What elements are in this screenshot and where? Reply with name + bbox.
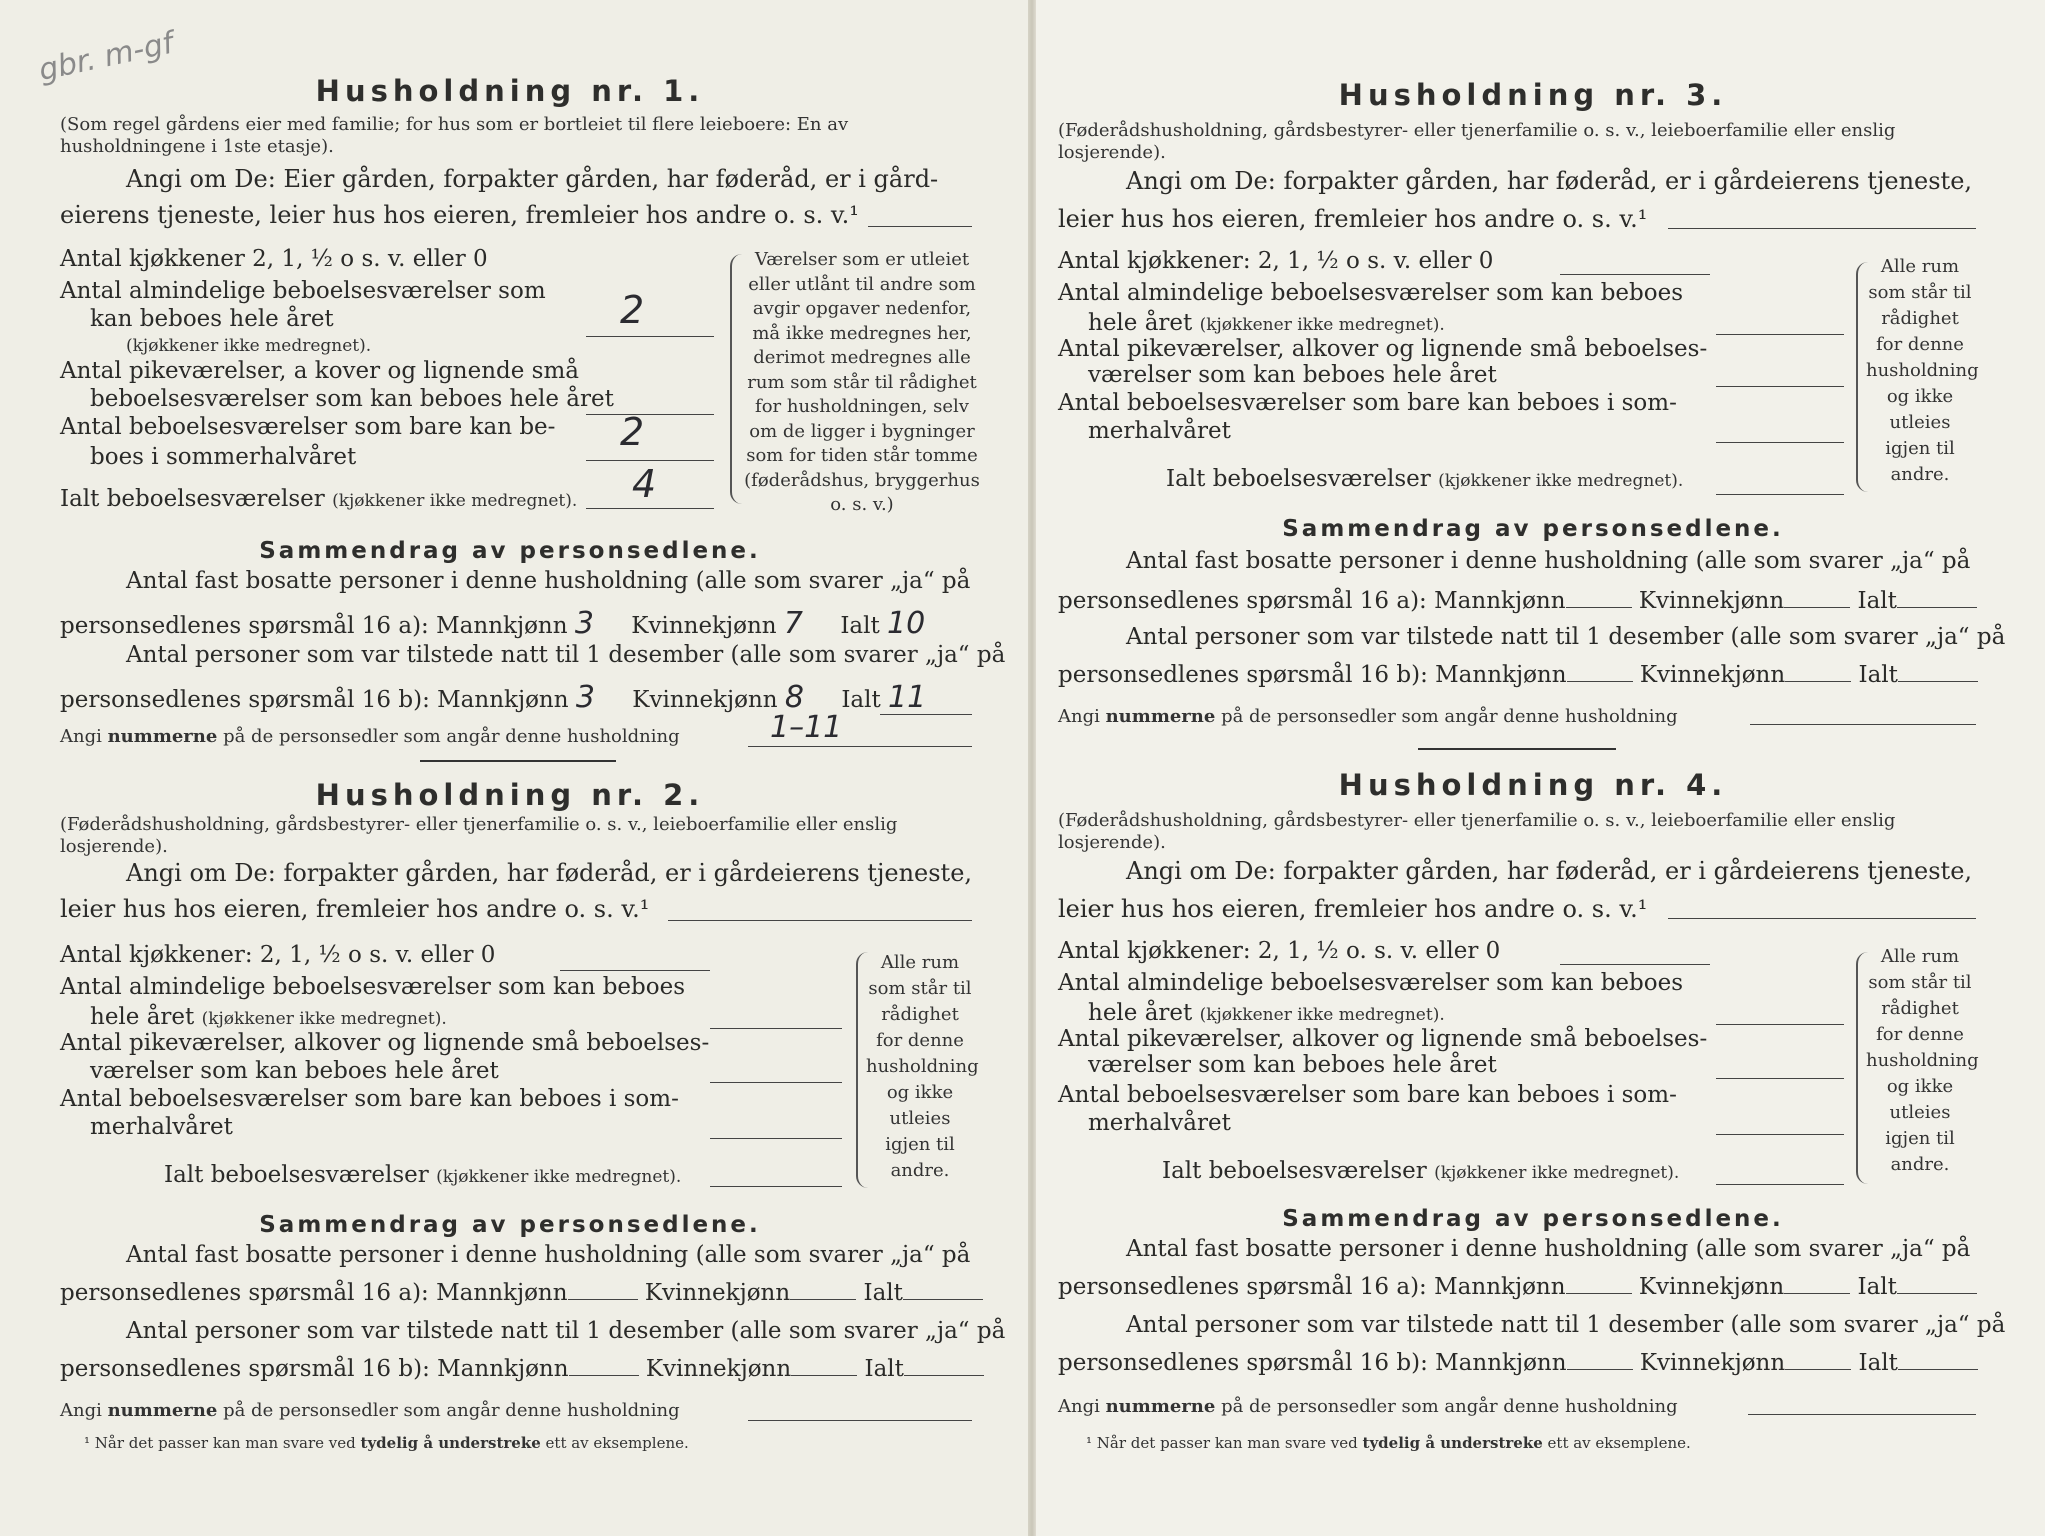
summary-line-1b (1058, 588, 1977, 614)
resident-male-field[interactable] (1566, 607, 1632, 608)
question-line-2: leier hus hos eieren, fremleier hos andre o. s. v.¹ (60, 895, 650, 923)
resident-total-value: 10 (887, 606, 926, 641)
summer-rooms-label-2: merhalvåret (1088, 418, 1231, 444)
summer-rooms-label: Antal beboelsesværelser som bare kan beboes i som- (60, 1086, 679, 1112)
total-rooms-field[interactable] (1716, 1184, 1844, 1185)
rooms-label: Antal almindelige beboelsesværelser som kan beboes (1058, 280, 1684, 306)
present-female-label: Kvinnekjønn (1639, 1350, 1786, 1376)
rooms-label-2 (1088, 1000, 1445, 1026)
resident-female-label: Kvinnekjønn (1638, 1274, 1785, 1300)
maid-rooms-label-2: værelser som kan beboes hele året (90, 1058, 499, 1084)
numbers-pre: Angi (1058, 706, 1106, 727)
resident-male-label: personsedlenes spørsmål 16 a): Mannkjønn (1058, 1274, 1566, 1300)
kitchens-label: Antal kjøkkener: 2, 1, ½ o. s. v. eller 0 (1058, 938, 1501, 964)
numbers-field[interactable] (748, 746, 972, 747)
total-label: Ialt beboelsesværelser (60, 486, 325, 512)
answer-line[interactable] (1668, 228, 1976, 229)
numbers-post: på de personsedler som angår denne husholdning (217, 726, 680, 747)
resident-total-label: Ialt (1857, 1274, 1897, 1300)
summer-rooms-field[interactable] (1716, 442, 1844, 443)
numbers-post: på de personsedler som angår denne husholdning (217, 1400, 680, 1421)
total-note: (kjøkkener ikke medregnet). (1434, 1163, 1680, 1183)
question-line-1: Angi om De: forpakter gården, har føderåd, er i gårdeierens tjeneste, (126, 859, 973, 887)
answer-line[interactable] (868, 226, 972, 227)
present-male-label: personsedlenes spørsmål 16 b): Mannkjønn (60, 1356, 569, 1382)
question-line-2: leier hus hos eieren, fremleier hos andre o. s. v.¹ (1058, 895, 1648, 923)
total-rooms-field[interactable] (710, 1186, 842, 1187)
summary-title: Sammendrag av personsedlene. (259, 538, 761, 564)
total-rooms-field[interactable] (586, 508, 714, 509)
footnote-bold: tydelig å understreke (1362, 1434, 1543, 1452)
rooms-note: (kjøkkener ikke medregnet). (1199, 315, 1445, 335)
present-female-value: 8 (784, 680, 804, 715)
footnote-pre: ¹ Når det passer kan man svare ved (1086, 1434, 1363, 1452)
resident-total-label: Ialt (840, 613, 880, 639)
resident-female-label: Kvinnekjønn (1638, 588, 1785, 614)
section-separator (420, 760, 616, 762)
numbers-pre: Angi (60, 1400, 108, 1421)
maid-rooms-label: Antal pikeværelser, alkover og lignende små beboelses- (60, 1030, 710, 1056)
numbers-pre: Angi (60, 726, 108, 747)
numbers-line (60, 726, 680, 747)
household-note: (Som regel gårdens eier med familie; for hus som er bortleiet til flere leieboere: En av husholdningene i 1ste etasje). (60, 114, 849, 157)
footnote-bold: tydelig å understreke (360, 1434, 541, 1452)
rooms-field[interactable] (710, 1028, 842, 1029)
kitchens-field[interactable] (1560, 964, 1710, 965)
present-female-field[interactable] (1785, 681, 1851, 682)
resident-female-label: Kvinnekjønn (644, 1280, 791, 1306)
resident-total-field[interactable] (903, 1299, 983, 1300)
resident-female-label: Kvinnekjønn (631, 613, 777, 639)
summary-line-1a: Antal fast bosatte personer i denne husholdning (alle som svarer „ja“ på (1126, 548, 1971, 574)
rooms-label: Antal almindelige beboelsesværelser som kan beboes (1058, 970, 1684, 996)
present-male-label: personsedlenes spørsmål 16 b): Mannkjønn (1058, 1350, 1567, 1376)
footnote-post: ett av eksemplene. (540, 1434, 689, 1452)
summer-rooms-label-2: boes i sommerhalvåret (90, 444, 357, 470)
summary-line-1b (1058, 1274, 1977, 1300)
answer-line[interactable] (668, 920, 972, 921)
summary-title: Sammendrag av personsedlene. (1282, 516, 1784, 542)
present-male-label: personsedlenes spørsmål 16 b): Mannkjønn (1058, 662, 1567, 688)
present-female-label: Kvinnekjønn (645, 1356, 792, 1382)
pencil-annotation: gbr. m-gf (35, 25, 177, 89)
present-female-label: Kvinnekjønn (1639, 662, 1786, 688)
total-note: (kjøkkener ikke medregnet). (332, 491, 578, 511)
total-rooms-field[interactable] (1716, 494, 1844, 495)
summary-line-2a: Antal personer som var tilstede natt til 1 desember (alle som svarer „ja“ på (1126, 1312, 2006, 1338)
summary-line-2b (1058, 662, 1978, 688)
maid-rooms-label-2: beboelsesværelser som kan beboes hele året (90, 386, 614, 412)
summary-line-1a: Antal fast bosatte personer i denne husholdning (alle som svarer „ja“ på (1126, 1236, 1971, 1262)
numbers-line (60, 1400, 680, 1421)
maid-rooms-field[interactable] (1716, 386, 1844, 387)
footnote-pre: ¹ Når det passer kan man svare ved (84, 1434, 361, 1452)
household-title: Husholdning nr. 1. (315, 74, 705, 108)
kitchens-label: Antal kjøkkener: 2, 1, ½ o s. v. eller 0 (1058, 248, 1494, 274)
resident-female-field[interactable] (1784, 607, 1850, 608)
total-label: Ialt beboelsesværelser (1162, 1158, 1427, 1184)
present-total-label: Ialt (864, 1356, 904, 1382)
summary-line-2a: Antal personer som var tilstede natt til 1 desember (alle som svarer „ja“ på (1126, 624, 2006, 650)
maid-rooms-label: Antal pikeværelser, alkover og lignende små beboelses- (1058, 1026, 1708, 1052)
summary-line-1a: Antal fast bosatte personer i denne husholdning (alle som svarer „ja“ på (126, 1242, 971, 1268)
resident-male-label: personsedlenes spørsmål 16 a): Mannkjønn (60, 613, 568, 639)
numbers-field[interactable] (748, 1420, 972, 1421)
present-male-label: personsedlenes spørsmål 16 b): Mannkjønn (60, 687, 569, 713)
section-separator (1418, 748, 1616, 750)
resident-male-field[interactable] (568, 1299, 638, 1300)
question-line-1: Angi om De: forpakter gården, har føderåd, er i gårdeierens tjeneste, (1126, 167, 1973, 195)
summary-title: Sammendrag av personsedlene. (1282, 1206, 1784, 1232)
rooms-label: Antal almindelige beboelsesværelser som kan beboes (60, 974, 686, 1000)
household-title: Husholdning nr. 4. (1338, 768, 1728, 802)
numbers-bold: nummerne (1105, 1396, 1216, 1417)
resident-male-field[interactable] (1566, 1293, 1632, 1294)
household-title: Husholdning nr. 2. (315, 778, 705, 812)
numbers-bold: nummerne (107, 1400, 218, 1421)
present-total-field[interactable] (1898, 1369, 1978, 1370)
total-rooms-label (1162, 1158, 1679, 1184)
summer-rooms-label: Antal beboelsesværelser som bare kan be- (60, 414, 556, 440)
household-title: Husholdning nr. 3. (1338, 78, 1728, 112)
summer-rooms-label-2: merhalvåret (90, 1114, 233, 1140)
household-note: (Føderådshusholdning, gårdsbestyrer- eller tjenerfamilie o. s. v., leieboerfamilie eller enslig losjerende). (1058, 810, 1896, 853)
numbers-line (1058, 706, 1678, 727)
rooms-value: 2 (620, 288, 645, 332)
maid-rooms-label-2: værelser som kan beboes hele året (1088, 1052, 1497, 1078)
summary-line-2b (1058, 1350, 1978, 1376)
question-line-2: leier hus hos eieren, fremleier hos andre o. s. v.¹ (1058, 205, 1648, 233)
resident-total-field[interactable] (1897, 1293, 1977, 1294)
present-male-field[interactable] (1567, 681, 1633, 682)
resident-female-field[interactable] (790, 1299, 856, 1300)
present-male-value: 3 (575, 680, 595, 715)
numbers-field[interactable] (1750, 724, 1976, 725)
kitchens-field[interactable] (560, 970, 710, 971)
total-rooms-label (1166, 466, 1683, 492)
household-note: (Føderådshusholdning, gårdsbestyrer- eller tjenerfamilie o. s. v., leieboerfamilie eller enslig losjerende). (1058, 120, 1896, 163)
rooms-label-text: hele året (90, 1004, 195, 1030)
rooms-note: (kjøkkener ikke medregnet). (201, 1009, 447, 1029)
present-total-label: Ialt (841, 687, 881, 713)
kitchens-label: Antal kjøkkener 2, 1, ½ o s. v. eller 0 (60, 246, 488, 272)
numbers-line (1058, 1396, 1678, 1417)
present-female-label: Kvinnekjønn (632, 687, 778, 713)
maid-rooms-label-2: værelser som kan beboes hele året (1088, 362, 1497, 388)
summer-rooms-label: Antal beboelsesværelser som bare kan beboes i som- (1058, 390, 1677, 416)
maid-rooms-field[interactable] (586, 414, 714, 415)
numbers-value: 1–11 (770, 710, 843, 745)
resident-total-field[interactable] (1897, 607, 1977, 608)
side-note: Alle rum som står til rådighet for denne husholdning og ikke utleies igjen til andre. (1866, 256, 1979, 485)
summary-line-1a: Antal fast bosatte personer i denne husholdning (alle som svarer „ja“ på (126, 568, 971, 594)
resident-male-label: personsedlenes spørsmål 16 a): Mannkjønn (60, 1280, 568, 1306)
numbers-post: på de personsedler som angår denne husholdning (1215, 1396, 1678, 1417)
total-note: (kjøkkener ikke medregnet). (436, 1167, 682, 1187)
summary-title: Sammendrag av personsedlene. (259, 1212, 761, 1238)
present-total-field[interactable] (1898, 681, 1978, 682)
resident-male-value: 3 (574, 606, 594, 641)
resident-total-label: Ialt (863, 1280, 903, 1306)
total-rooms-value: 4 (632, 462, 657, 506)
rooms-label-2 (1088, 310, 1445, 336)
resident-male-label: personsedlenes spørsmål 16 a): Mannkjønn (1058, 588, 1566, 614)
rooms-label: Antal almindelige beboelsesværelser som (60, 278, 546, 304)
present-male-field[interactable] (569, 1375, 639, 1376)
question-line-1: Angi om De: forpakter gården, har føderåd, er i gårdeierens tjeneste, (1126, 857, 1973, 885)
present-total-value: 11 (888, 680, 927, 715)
question-line-1: Angi om De: Eier gården, forpakter gården, har føderåd, er i gård- (126, 165, 939, 193)
total-label: Ialt beboelsesværelser (164, 1162, 429, 1188)
present-total-field[interactable] (904, 1375, 984, 1376)
numbers-field[interactable] (1748, 1414, 1976, 1415)
question-line-2: eierens tjeneste, leier hus hos eieren, fremleier hos andre o. s. v.¹ (60, 201, 859, 229)
resident-female-value: 7 (783, 606, 803, 641)
numbers-pre: Angi (1058, 1396, 1106, 1417)
summary-line-2b (60, 1356, 984, 1382)
present-total-field[interactable] (880, 714, 972, 715)
rooms-field[interactable] (1716, 1024, 1844, 1025)
rooms-label-text: hele året (1088, 1000, 1193, 1026)
numbers-bold: nummerne (1105, 706, 1216, 727)
summer-rooms-field[interactable] (710, 1138, 842, 1139)
rooms-label-text: hele året (1088, 310, 1193, 336)
footnote-right (1086, 1434, 1691, 1452)
kitchens-field[interactable] (1560, 274, 1710, 275)
maid-rooms-field[interactable] (1716, 1078, 1844, 1079)
total-label: Ialt beboelsesværelser (1166, 466, 1431, 492)
side-note: Alle rum som står til rådighet for denne husholdning og ikke utleies igjen til andre. (866, 952, 979, 1181)
summary-line-1b (60, 1280, 983, 1306)
resident-female-field[interactable] (1784, 1293, 1850, 1294)
rooms-label-2 (90, 1004, 447, 1030)
total-rooms-label (164, 1162, 681, 1188)
summary-line-2a: Antal personer som var tilstede natt til 1 desember (alle som svarer „ja“ på (126, 642, 1006, 668)
maid-rooms-field[interactable] (710, 1082, 842, 1083)
summer-rooms-label: Antal beboelsesværelser som bare kan beboes i som- (1058, 1082, 1677, 1108)
numbers-bold: nummerne (107, 726, 218, 747)
present-total-label: Ialt (1858, 662, 1898, 688)
maid-rooms-label: Antal pikeværelser, alkover og lignende små beboelses- (1058, 336, 1708, 362)
present-male-field[interactable] (1567, 1369, 1633, 1370)
rooms-field[interactable] (1716, 334, 1844, 335)
footnote-post: ett av eksemplene. (1542, 1434, 1691, 1452)
page-fold (1028, 0, 1036, 1536)
total-rooms-label (60, 486, 577, 512)
summer-rooms-value: 2 (620, 410, 645, 454)
summer-rooms-field[interactable] (586, 460, 714, 461)
answer-line[interactable] (1668, 918, 1976, 919)
summary-line-1b (60, 606, 925, 641)
rooms-field[interactable] (586, 336, 714, 337)
rooms-note: (kjøkkener ikke medregnet). (126, 336, 372, 356)
summer-rooms-field[interactable] (1716, 1134, 1844, 1135)
resident-total-label: Ialt (1857, 588, 1897, 614)
rooms-label-2: kan beboes hele året (90, 306, 334, 332)
present-female-field[interactable] (791, 1375, 857, 1376)
side-note: Værelser som er utleiet eller utlånt til andre som avgir opgaver nedenfor, må ikke medregnes her, derimot medregnes alle rum som står til rådighet for husholdningen, selv om de ligger i bygninger som for tiden står tomme (føderådshus, bryggerhus o. s. v.) (744, 249, 980, 515)
maid-rooms-label: Antal pikeværelser, a kover og lignende små (60, 358, 579, 384)
kitchens-label: Antal kjøkkener: 2, 1, ½ o s. v. eller 0 (60, 942, 496, 968)
present-total-label: Ialt (1858, 1350, 1898, 1376)
total-note: (kjøkkener ikke medregnet). (1438, 471, 1684, 491)
rooms-note: (kjøkkener ikke medregnet). (1199, 1005, 1445, 1025)
summary-line-2a: Antal personer som var tilstede natt til 1 desember (alle som svarer „ja“ på (126, 1318, 1006, 1344)
present-female-field[interactable] (1785, 1369, 1851, 1370)
side-note: Alle rum som står til rådighet for denne husholdning og ikke utleies igjen til andre. (1866, 946, 1979, 1175)
numbers-post: på de personsedler som angår denne husholdning (1215, 706, 1678, 727)
household-note: (Føderådshusholdning, gårdsbestyrer- eller tjenerfamilie o. s. v., leieboerfamilie eller enslig losjerende). (60, 814, 898, 857)
summer-rooms-label-2: merhalvåret (1088, 1110, 1231, 1136)
footnote-left (84, 1434, 689, 1452)
